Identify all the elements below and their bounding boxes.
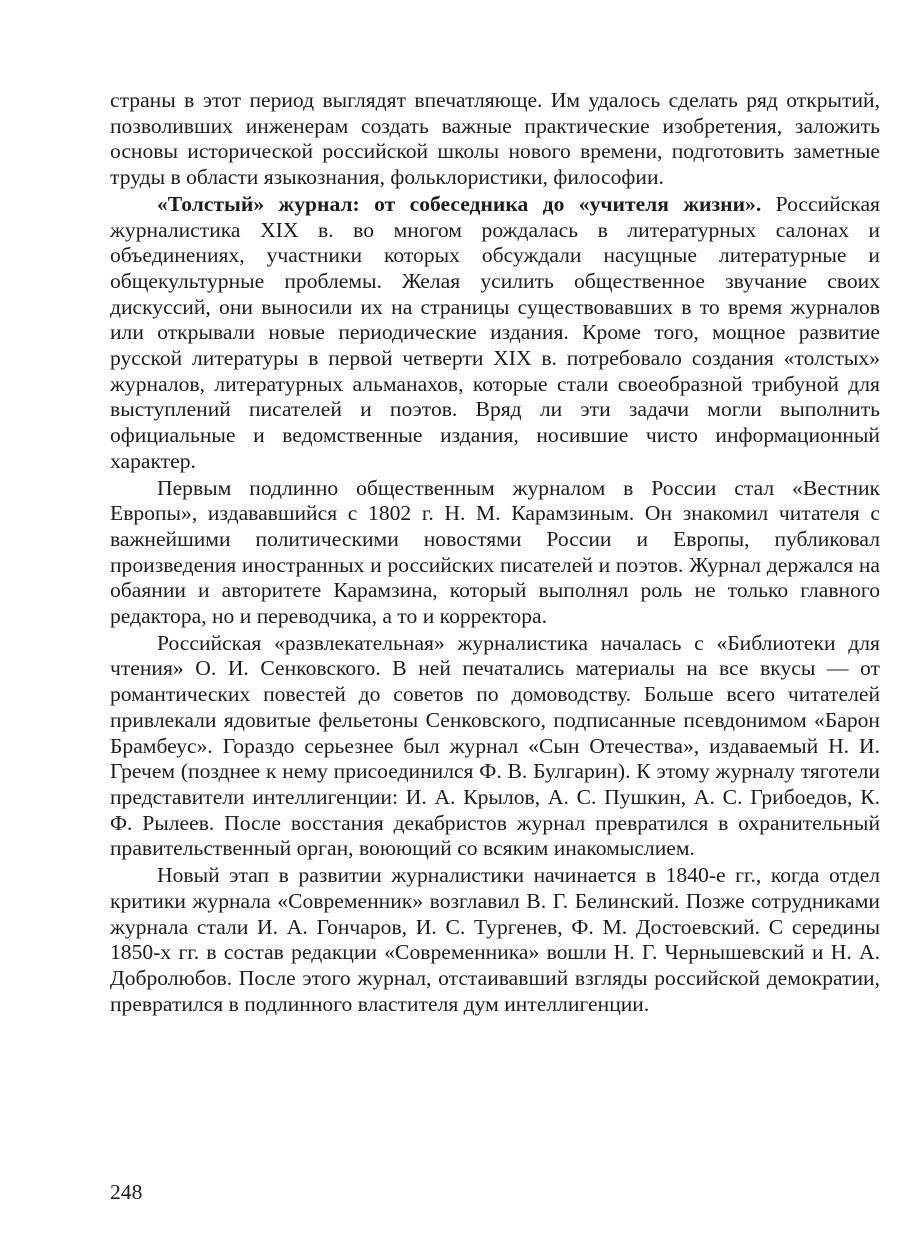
section-heading-tolstyi-zhurnal: «Толстый» журнал: от собеседника до «учителя жизни». <box>157 191 762 216</box>
paragraph-razvlekatelnaya-zhurnalistika: Российская «развлекательная» журналистика началась с «Библиотеки для чтения» О. И. Сенковского. В ней печатались материалы на все вкусы — от романтических повестей до советов по домоводству. Больше всего читателей привлекали ядовитые фельетоны Сенковского, подписанные псевдонимом «Барон Брамбеус». Гораздо серьезнее был журнал «Сын Отечества», издаваемый Н. И. Гречем (позднее к нему присоединился Ф. В. Булгарин). К этому журналу тяготели представители интеллигенции: И. А. Крылов, А. С. Пушкин, А. С. Грибоедов, К. Ф. Рылеев. После восстания декабристов журнал превратился в охранительный правительственный орган, воюющий со всяким инакомыслием. <box>110 630 880 861</box>
paragraph-vestnik-evropy: Первым подлинно общественным журналом в России стал «Вестник Европы», издававшийся с 1802 г. Н. М. Карамзиным. Он знакомил читателя с важнейшими политическими новостями России и Европы, публиковал произведения иностранных и российских писателей и поэтов. Журнал держался на обаянии и авторитете Карамзина, который выполнял роль не только главного редактора, но и переводчика, а то и корректора. <box>110 475 880 629</box>
paragraph-text: Российская журналистика XIX в. во многом рождалась в литературных салонах и объединениях, участники которых обсуждали насущные литературные и общекультурные проблемы. Желая усилить общественное звучание своих дискуссий, они выносили их на страницы существовавших в то время журналов или открывали новые периодические издания. Кроме того, мощное развитие русской литературы в первой четверти XIX в. потребовало создания «толстых» журналов, литературных альманахов, которые стали своеобразной трибуной для выступлений писателей и поэтов. Вряд ли эти задачи могли выполнить официальные и ведомственные издания, носившие чисто информационный характер. <box>110 191 880 473</box>
page-number: 248 <box>110 1180 143 1204</box>
paragraph-sovremennik: Новый этап в развитии журналистики начинается в 1840-е гг., когда отдел критики журнала «Современник» возглавил В. Г. Белинский. Позже сотрудниками журнала стали И. А. Гончаров, И. С. Тургенев, Ф. М. Достоевский. С середины 1850-х гг. в состав редакции «Современника» вошли Н. Г. Чернышевский и Н. А. Добролюбов. После этого журнал, отстаивавший взгляды российской демократии, превратился в подлинного властителя дум интеллигенции. <box>110 863 880 1016</box>
page-body-text <box>110 88 880 1017</box>
paragraph-continuation: страны в этот период выглядят впечатляюще. Им удалось сделать ряд открытий, позволивших инженерам создать важные практические изобретения, заложить основы исторической российской школы нового времени, подготовить заметные труды в области языкознания, фольклористики, философии. <box>110 88 880 190</box>
paragraph-tolstyi-zhurnal <box>110 192 880 475</box>
book-page <box>110 88 880 1218</box>
